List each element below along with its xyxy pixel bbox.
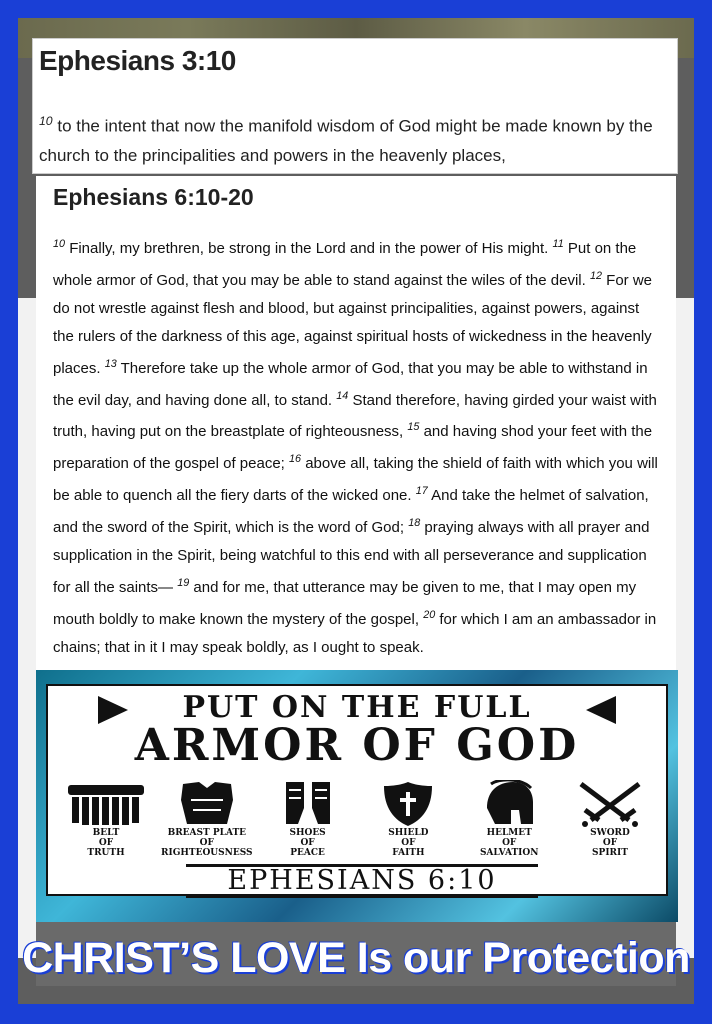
verse-card-ephesians-6-10-20 (36, 176, 676, 676)
verse-number: 13 (104, 357, 117, 370)
verse-text (39, 107, 667, 170)
armor-label: HELMET OF SALVATION (479, 828, 539, 858)
armor-piece-breastplate (159, 780, 255, 860)
verse-card-ephesians-3-10 (32, 38, 678, 174)
verse-body: above all, taking the shield of faith with which you will be able to quench all the fiery darts of the wicked one. (53, 455, 658, 505)
armor-label: BREAST PLATE OF RIGHTEOUSNESS (161, 828, 253, 858)
armor-piece-belt (58, 780, 154, 860)
caption-text: CHRIST’S LOVE Is our Protection (22, 934, 690, 982)
verse-body: And take the helmet of salvation, and the sword of the Spirit, which is the word of God; (53, 487, 649, 537)
verse-body: Put on the whole armor of God, that you may be able to stand against the wiles of the devil. (53, 240, 637, 289)
verse-number: 11 (552, 238, 564, 250)
armor-label: SWORD OF SPIRIT (590, 828, 630, 858)
armor-pieces (58, 780, 658, 860)
verse-body: Therefore take up the whole armor of God, that you may be able to withstand in the evil day, and having done all, to stand. (53, 359, 648, 409)
verse-number: 17 (415, 485, 428, 498)
verse-number: 10 (39, 114, 53, 128)
banner-panel (46, 684, 668, 896)
shield-icon (360, 780, 456, 828)
verse-number: 18 (408, 517, 421, 530)
sword-icon (562, 780, 658, 828)
verse-body: praying always with all prayer and supplication in the Spirit, being watchful to this end with all perseverance and supplication for all the saints— (53, 519, 650, 596)
verse-number: 19 (177, 576, 190, 589)
shoes-icon (260, 780, 356, 828)
banner-headline-1: PUT ON THE FULL (182, 690, 532, 725)
verse-number: 15 (407, 421, 420, 434)
verse-body: for which I am an ambassador in chains; that in it I may speak boldly, as I ought to speak. (53, 610, 657, 656)
verse-number: 10 (53, 238, 66, 250)
verse-body: Finally, my brethren, be strong in the Lord and in the power of His might. (69, 240, 549, 257)
breastplate-icon (159, 780, 255, 828)
armor-label: BELT OF TRUTH (87, 828, 125, 858)
banner-reference: EPHESIANS 6:10 (186, 864, 538, 898)
verse-body: For we do not wrestle against flesh and blood, but against principalities, against powers, against the rulers of the darkness of this age, against spiritual hosts of wickedness in the heavenly places. (53, 271, 653, 377)
verse-card-title: Ephesians 3:10 (39, 45, 236, 76)
verse-body: and having shod your feet with the preparation of the gospel of peace; (53, 423, 653, 473)
armor-label: SHIELD OF FAITH (388, 828, 429, 858)
armor-piece-shoes (260, 780, 356, 860)
verse-number: 20 (423, 608, 436, 621)
verse-number: 14 (336, 389, 349, 402)
belt-icon (58, 780, 154, 828)
passage-text (53, 231, 663, 662)
verse-body: and for me, that utterance may be given to me, that I may open my mouth boldly to make known the mystery of the gospel, (53, 578, 637, 628)
helmet-icon (461, 780, 557, 828)
banner-headline-2: ARMOR OF GOD (134, 720, 580, 771)
verse-card-title: Ephesians 6:10-20 (53, 184, 254, 210)
verse-number: 12 (589, 269, 602, 282)
armor-label: SHOES OF PEACE (289, 828, 326, 858)
armor-piece-sword (562, 780, 658, 860)
verse-body: Stand therefore, having girded your waist with truth, having put on the breastplate of righteousness, (53, 391, 657, 441)
verse-body: to the intent that now the manifold wisdom of God might be made known by the church to the principalities and powers in the heavenly places, (39, 116, 653, 165)
armor-piece-shield (360, 780, 456, 860)
armor-piece-helmet (461, 780, 557, 860)
armor-of-god-banner (36, 670, 678, 922)
verse-number: 16 (289, 453, 302, 466)
